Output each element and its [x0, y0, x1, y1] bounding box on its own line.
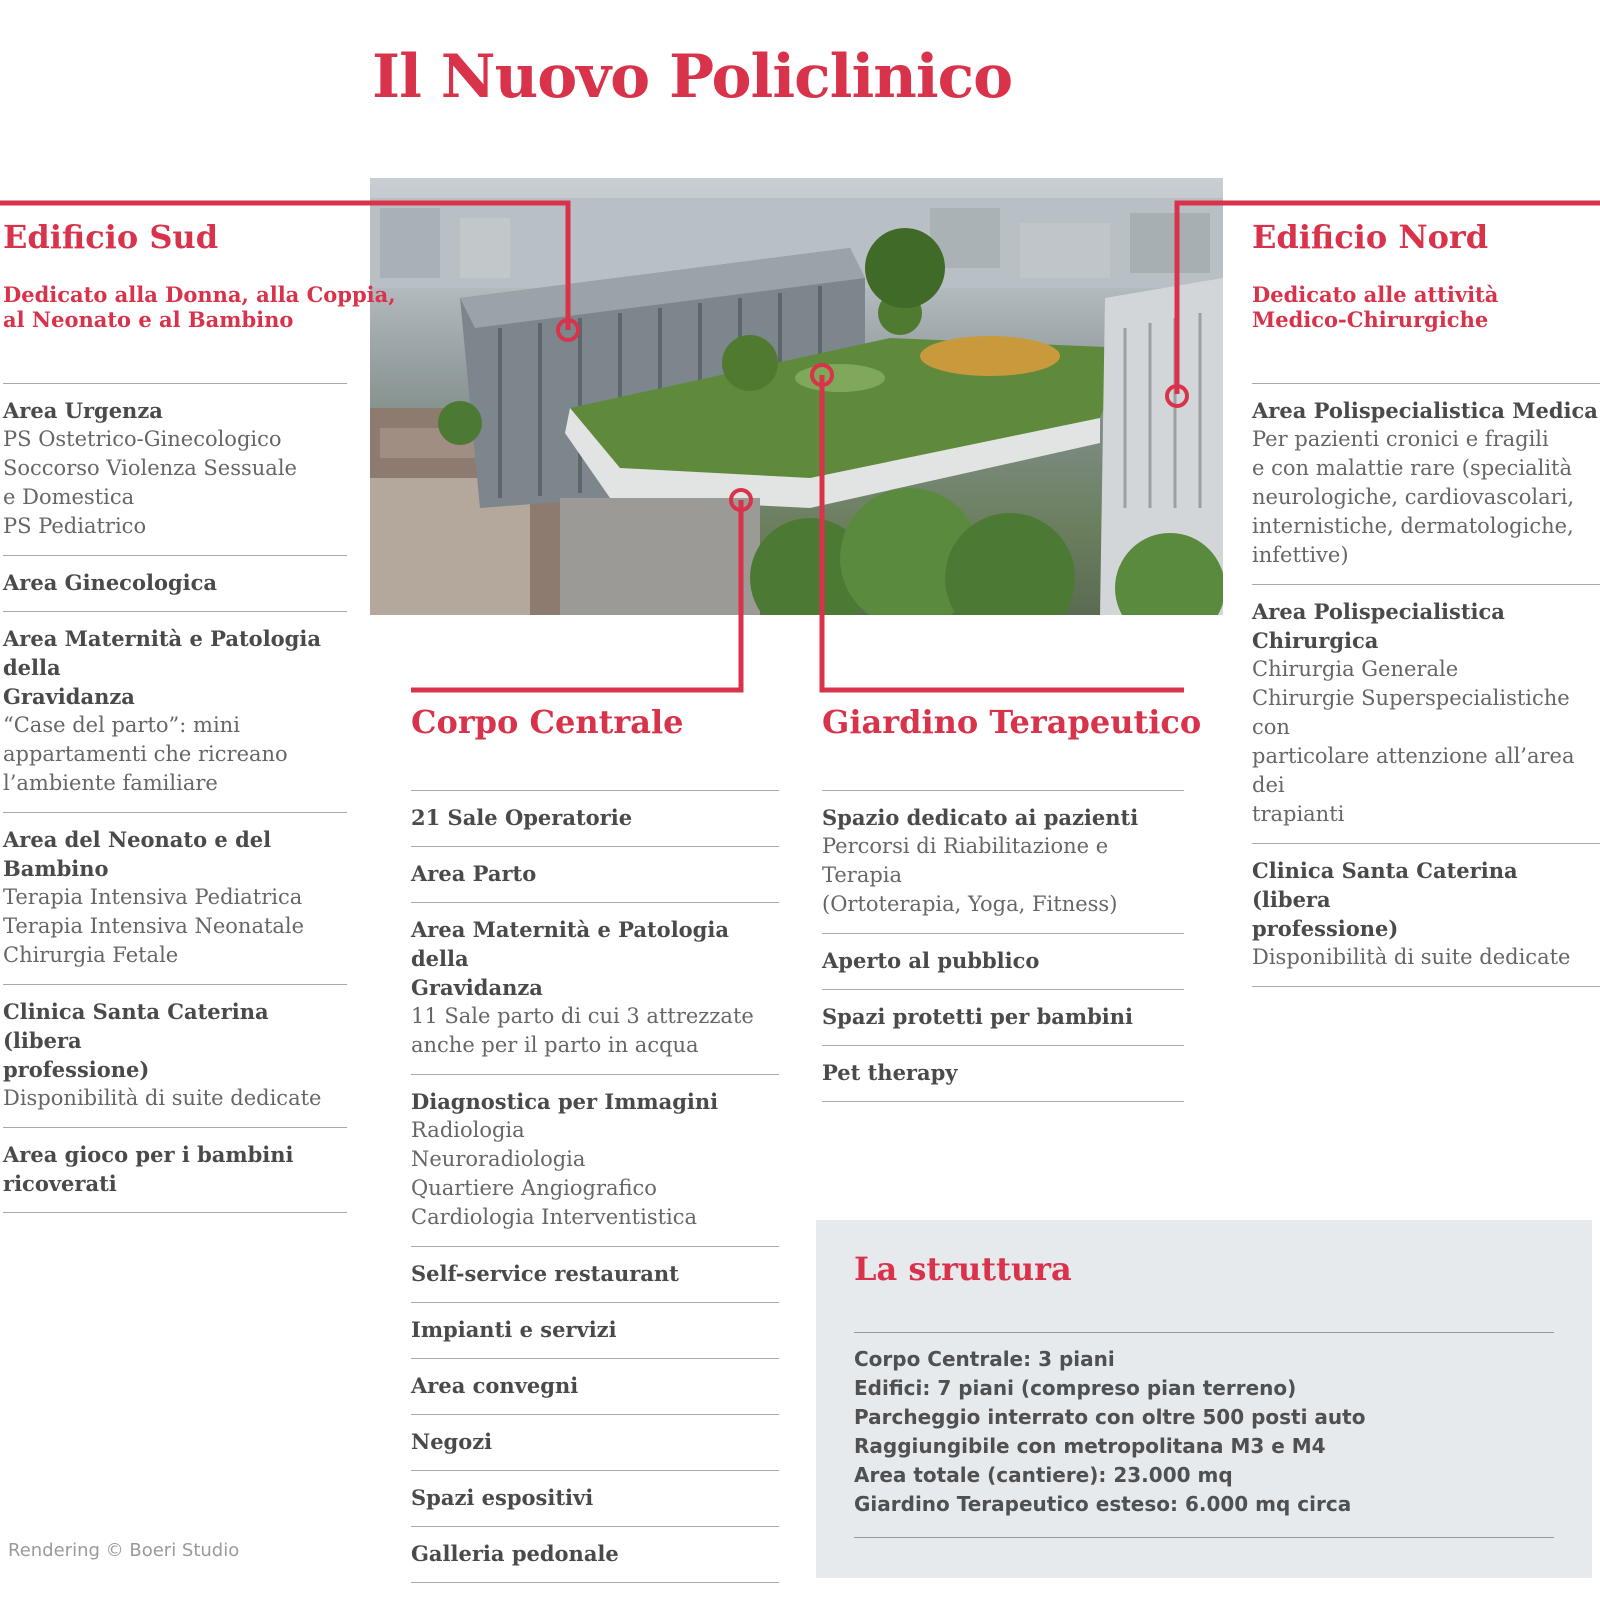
list-item-line: 11 Sale parto di cui 3 attrezzate [411, 1004, 754, 1028]
list-item-title: Aperto al pubblico [822, 948, 1040, 973]
rendering-illustration [370, 178, 1223, 615]
struttura-line: Edifici: 7 piani (compreso pian terreno) [854, 1376, 1297, 1400]
list-item [411, 1246, 779, 1302]
list-item-title: Area Ginecologica [3, 570, 218, 595]
list-item-title: Galleria pedonale [411, 1541, 619, 1566]
edificio-sud-list [3, 383, 347, 1213]
list-item-line: trapianti [1252, 802, 1345, 826]
list-item-line: Soccorso Violenza Sessuale [3, 456, 297, 480]
list-item-title: Diagnostica per Immagini [411, 1089, 719, 1114]
edificio-sud-subtitle: Dedicato alla Donna, alla Coppia, al Neonato e al Bambino [3, 282, 396, 332]
struttura-line: Raggiungibile con metropolitana M3 e M4 [854, 1434, 1326, 1458]
list-item [411, 1414, 779, 1470]
list-item-line: appartamenti che ricreano [3, 742, 288, 766]
struttura-line: Giardino Terapeutico esteso: 6.000 mq circa [854, 1492, 1352, 1516]
list-item-title: Pet therapy [822, 1060, 958, 1085]
list-item-title: Spazio dedicato ai pazienti [822, 805, 1139, 830]
struttura-line: Corpo Centrale: 3 piani [854, 1347, 1115, 1371]
list-item-line: Terapia Intensiva Pediatrica [3, 885, 303, 909]
list-item [411, 1302, 779, 1358]
list-item-title: Area Polispecialistica Medica [1252, 398, 1598, 423]
giardino-list [822, 790, 1184, 1102]
list-item-title: Gravidanza [411, 975, 543, 1000]
list-item [3, 1127, 347, 1213]
list-item-title: Area Maternità e Patologia della [411, 917, 729, 971]
list-item-title: professione) [3, 1057, 150, 1082]
list-item [411, 1526, 779, 1583]
edificio-nord-title: Edificio Nord [1252, 218, 1489, 256]
list-item-title: Clinica Santa Caterina (libera [3, 999, 269, 1053]
list-item [411, 790, 779, 846]
list-item-line: PS Ostetrico-Ginecologico [3, 427, 282, 451]
list-item-line: Percorsi di Riabilitazione e Terapia [822, 834, 1109, 887]
list-item [1252, 584, 1600, 843]
list-item [822, 790, 1184, 933]
list-item-line: Neuroradiologia [411, 1147, 586, 1171]
list-item-line: neurologiche, cardiovascolari, [1252, 485, 1575, 509]
list-item [411, 846, 779, 902]
list-item [3, 383, 347, 555]
list-item-title: Negozi [411, 1429, 493, 1454]
list-item-title: 21 Sale Operatorie [411, 805, 633, 830]
list-item-title: Area convegni [411, 1373, 579, 1398]
struttura-panel [816, 1220, 1592, 1578]
list-item-line: “Case del parto”: mini [3, 713, 240, 737]
page-title: Il Nuovo Policlinico [372, 42, 1013, 112]
list-item-line: e Domestica [3, 485, 135, 509]
list-item [411, 902, 779, 1074]
list-item [411, 1074, 779, 1246]
list-item-title: Gravidanza [3, 684, 135, 709]
list-item-line: l’ambiente familiare [3, 771, 218, 795]
list-item-title: Area del Neonato e del Bambino [3, 827, 272, 881]
struttura-list [854, 1332, 1554, 1538]
list-item-title: Area Maternità e Patologia della [3, 626, 321, 680]
list-item-line: Chirurgia Fetale [3, 943, 179, 967]
list-item-line: Per pazienti cronici e fragili [1252, 427, 1549, 451]
list-item-title: Spazi espositivi [411, 1485, 594, 1510]
list-item [822, 933, 1184, 989]
list-item-title: Area Urgenza [3, 398, 163, 423]
list-item-line: Disponibilità di suite dedicate [1252, 945, 1571, 969]
list-item [822, 1045, 1184, 1102]
list-item-title: ricoverati [3, 1171, 117, 1196]
list-item-line: e con malattie rare (specialità [1252, 456, 1573, 480]
edificio-sud-title: Edificio Sud [3, 218, 219, 256]
edificio-nord-subtitle: Dedicato alle attività Medico-Chirurgiche [1252, 282, 1499, 332]
list-item-title: Area Polispecialistica Chirurgica [1252, 599, 1505, 653]
rendering-credit: Rendering © Boeri Studio [8, 1540, 240, 1561]
list-item [1252, 383, 1600, 584]
list-item [3, 984, 347, 1127]
list-item [1252, 843, 1600, 987]
list-item-line: Quartiere Angiografico [411, 1176, 657, 1200]
list-item-line: PS Pediatrico [3, 514, 147, 538]
hospital-rendering [370, 178, 1223, 615]
list-item-title: Area Parto [411, 861, 537, 886]
list-item [3, 812, 347, 984]
corpo-centrale-title: Corpo Centrale [411, 703, 684, 741]
struttura-title: La struttura [854, 1250, 1072, 1288]
list-item-line: Disponibilità di suite dedicate [3, 1086, 322, 1110]
giardino-title: Giardino Terapeutico [822, 703, 1202, 741]
list-item-title: Spazi protetti per bambini [822, 1004, 1134, 1029]
list-item-line: Chirurgia Generale [1252, 657, 1459, 681]
list-item [411, 1470, 779, 1526]
list-item [411, 1358, 779, 1414]
list-item-line: Radiologia [411, 1118, 525, 1142]
list-item-line: Cardiologia Interventistica [411, 1205, 698, 1229]
list-item-line: (Ortoterapia, Yoga, Fitness) [822, 892, 1118, 916]
list-item-title: Clinica Santa Caterina (libera [1252, 858, 1518, 912]
list-item [3, 555, 347, 611]
list-item-line: Terapia Intensiva Neonatale [3, 914, 305, 938]
edificio-nord-list [1252, 383, 1600, 987]
list-item [822, 989, 1184, 1045]
list-item-title: Impianti e servizi [411, 1317, 617, 1342]
list-item-line: internistiche, dermatologiche, [1252, 514, 1574, 538]
list-item [3, 611, 347, 812]
list-item-line: anche per il parto in acqua [411, 1033, 699, 1057]
struttura-line: Parcheggio interrato con oltre 500 posti auto [854, 1405, 1366, 1429]
list-item-title: Area gioco per i bambini [3, 1142, 294, 1167]
list-item-line: Chirurgie Superspecialistiche con [1252, 686, 1570, 739]
list-item-title: professione) [1252, 916, 1399, 941]
list-item-line: infettive) [1252, 543, 1349, 567]
list-item-line: particolare attenzione all’area dei [1252, 744, 1575, 797]
corpo-centrale-list [411, 790, 779, 1583]
struttura-line: Area totale (cantiere): 23.000 mq [854, 1463, 1233, 1487]
list-item-title: Self-service restaurant [411, 1261, 679, 1286]
